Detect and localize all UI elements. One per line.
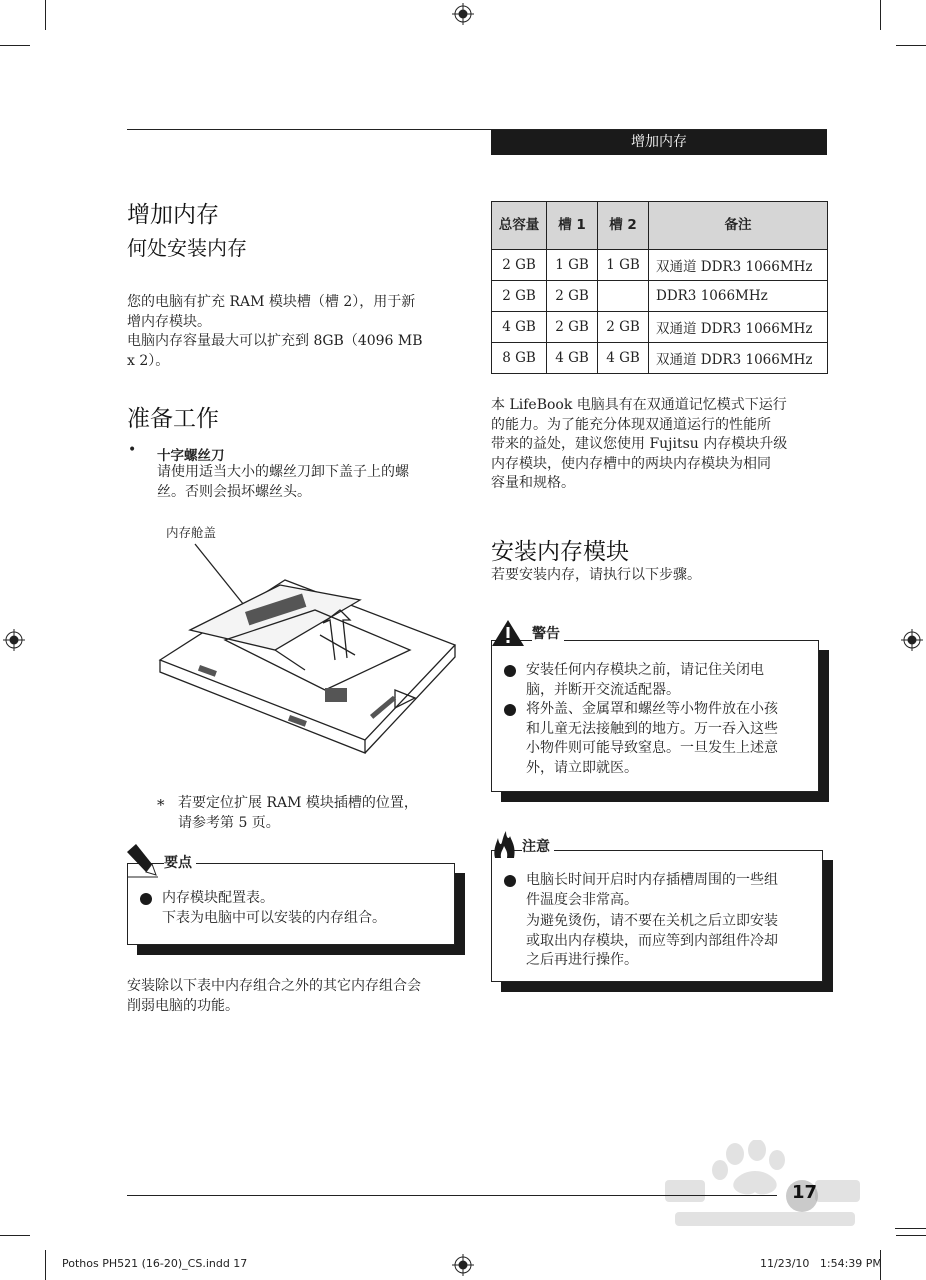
timestamp: 11/23/10 1:54:39 PM [760, 1257, 882, 1270]
flame-hot-icon [492, 830, 518, 860]
footer-rule [127, 1195, 777, 1196]
registration-mark-icon [901, 629, 923, 651]
page-number: 17 [792, 1182, 818, 1203]
crop-mark [45, 1250, 46, 1280]
caution-detail: 为避免烫伤，请不要在关机之后立即安装 或取出内存模块，而应等到内部组件冷却 之后再进行操作。 [526, 913, 778, 968]
install-intro: 若要安装内存，请执行以下步骤。 [491, 567, 701, 583]
crop-mark [0, 1235, 30, 1236]
tip-title: 要点 [164, 852, 196, 872]
warning-triangle-icon [491, 619, 525, 647]
dual-channel-paragraph: 本 LifeBook 电脑具有在双通道记忆模式下运行 的能力。为了能充分体现双通道运行的性能所 带来的益处，建议您使用 Fujitsu 内存模块升级 内存模块，使内存槽中的两块内存模块为相同 容量和规格。 [491, 397, 788, 491]
table-row: 8 GB 4 GB 4 GB 双通道 DDR3 1066MHz [492, 343, 828, 374]
table-row: 2 GB 1 GB 1 GB 双通道 DDR3 1066MHz [492, 250, 828, 281]
crop-mark [895, 1228, 926, 1229]
crop-mark [880, 0, 881, 30]
tip-box: 内存模块配置表。 下表为电脑中可以安装的内存组合。 [127, 863, 455, 945]
caution-item: 电脑长时间开启时内存插槽周围的一些组 件温度会非常高。 [492, 871, 822, 910]
subtitle: 何处安装内存 [127, 236, 247, 260]
laptop-memory-cover-illustration [155, 540, 465, 755]
caution-title: 注意 [522, 836, 554, 856]
closing-paragraph: 安装除以下表中内存组合之外的其它内存组合会 削弱电脑的功能。 [127, 978, 421, 1014]
crop-mark [896, 45, 926, 46]
file-info: Pothos PH521 (16-20)_CS.indd 17 [62, 1257, 248, 1270]
table-row: 2 GB 2 GB DDR3 1066MHz [492, 281, 828, 312]
bullet-dot [504, 704, 516, 716]
page-title: 增加内存 [127, 202, 219, 228]
baidu-watermark-logo [665, 1140, 865, 1230]
footnote-asterisk: * [157, 796, 165, 814]
intro-paragraph: 您的电脑有扩充 RAM 模块槽（槽 2），用于新 增内存模块。 电脑内存容量最大可以扩充到 8GB（4096 MB x 2）。 [127, 294, 423, 369]
tool-description: 请使用适当大小的螺丝刀卸下盖子上的螺 丝。否则会损坏螺丝头。 [157, 464, 409, 500]
warning-item: 安装任何内存模块之前，请记住关闭电 脑，并断开交流适配器。 [492, 661, 818, 700]
pencil-icon [124, 842, 160, 880]
table-header-row: 总容量 槽 1 槽 2 备注 [492, 202, 828, 250]
warning-box [491, 640, 819, 792]
registration-mark-icon [452, 3, 474, 25]
crop-mark [0, 45, 30, 46]
registration-mark-icon [3, 629, 25, 651]
bullet-dot [504, 875, 516, 887]
registration-mark-icon [452, 1254, 474, 1276]
tool-name: 十字螺丝刀 [157, 448, 225, 464]
tip-item: 内存模块配置表。 [128, 889, 454, 909]
bullet-dot [504, 665, 516, 677]
install-heading: 安装内存模块 [491, 539, 629, 565]
bullet: • [128, 442, 137, 458]
section-header-bar: 增加内存 [491, 130, 827, 155]
bullet-dot [140, 893, 152, 905]
crop-mark [896, 1235, 926, 1236]
figure-label: 内存舱盖 [166, 525, 217, 540]
caution-box [491, 850, 823, 982]
footnote: 若要定位扩展 RAM 模块插槽的位置， 请参考第 5 页。 [178, 795, 418, 831]
prep-heading: 准备工作 [127, 406, 219, 432]
memory-config-table [491, 201, 828, 374]
warning-title: 警告 [532, 623, 564, 643]
crop-mark [45, 0, 46, 30]
table-row: 4 GB 2 GB 2 GB 双通道 DDR3 1066MHz [492, 312, 828, 343]
warning-item: 将外盖、金属罩和螺丝等小物件放在小孩 和儿童无法接触到的地方。万一吞入这些 小物件则可能导致窒息。一旦发生上述意 外，请立即就医。 [492, 700, 818, 778]
